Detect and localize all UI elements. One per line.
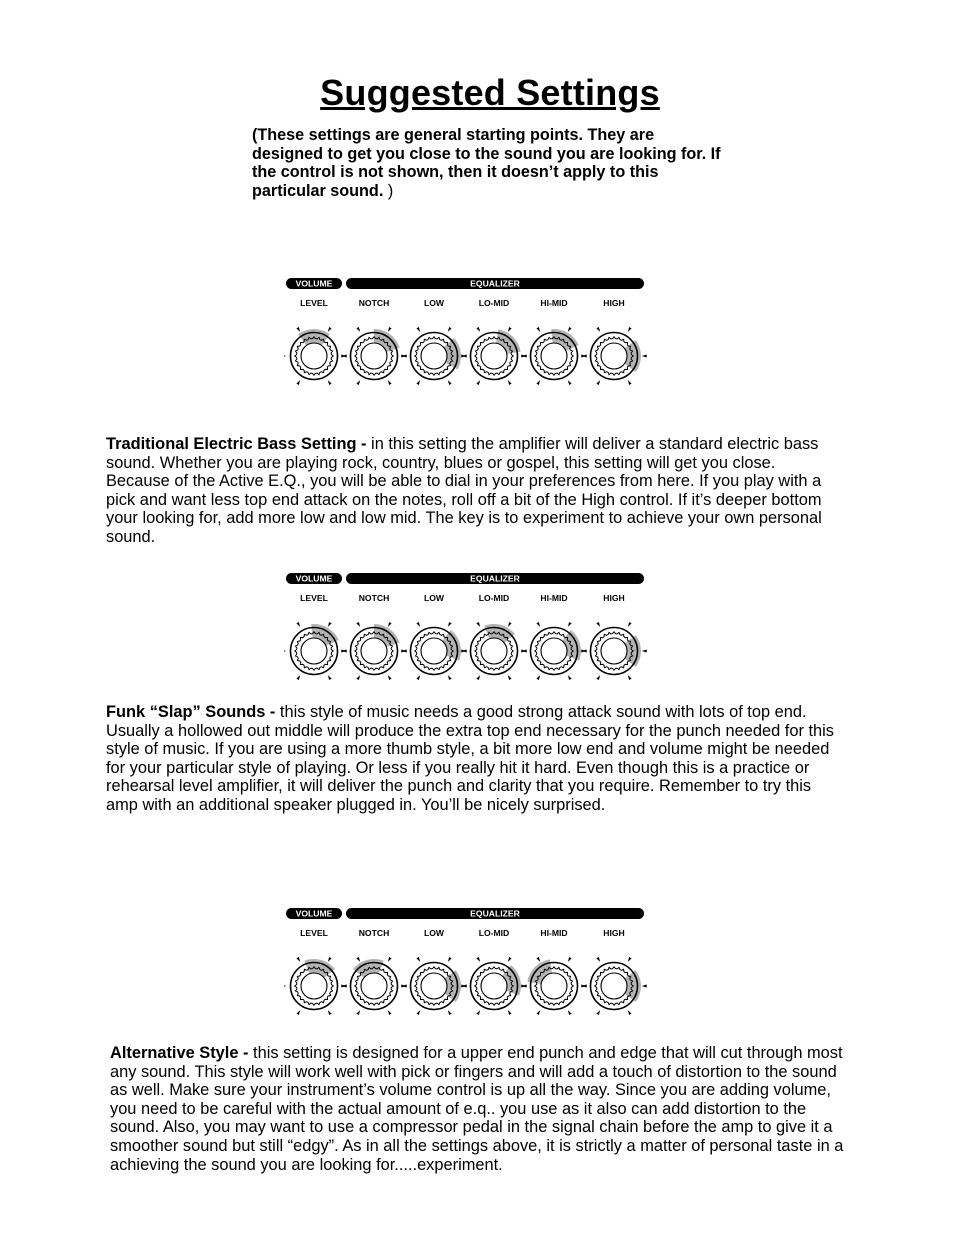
setting-traditional-name: Traditional Electric Bass Setting - [106, 435, 367, 453]
knob-scale-marker [596, 380, 600, 385]
setting-alternative [110, 1044, 850, 1174]
knob-scale-marker [448, 380, 452, 385]
knob-scale-marker [508, 380, 512, 385]
knob-scale-marker [328, 675, 332, 680]
knob-scale-marker [596, 327, 600, 332]
knob-scale-marker [416, 622, 420, 627]
knob-scale-marker [416, 327, 420, 332]
knob-scale-marker [356, 622, 360, 627]
control-panel-funk [284, 571, 664, 691]
setting-funk-name: Funk “Slap” Sounds - [106, 703, 276, 721]
knob-hi-mid [521, 928, 586, 1015]
amp-panel-graphic [284, 906, 664, 1026]
knob-cap [541, 973, 567, 999]
knob-scale-marker [568, 327, 572, 332]
knob-scale-marker [628, 327, 632, 332]
knob-scale-marker [328, 957, 332, 962]
knob-scale-marker [628, 957, 632, 962]
knob-label-hi-mid: HI-MID [540, 298, 568, 308]
knob-scale-marker [508, 675, 512, 680]
knob-label-notch: NOTCH [358, 928, 390, 938]
knob-scale-marker [448, 957, 452, 962]
knob-label-hi-mid: HI-MID [540, 593, 568, 603]
knob-level [284, 928, 347, 1015]
knob-scale-marker [536, 957, 540, 962]
knob-scale-marker [416, 1010, 420, 1015]
setting-funk [106, 703, 841, 815]
knob-scale-marker [596, 957, 600, 962]
knob-cap [481, 638, 507, 664]
knob-scale-marker [476, 327, 480, 332]
knob-scale-marker [356, 675, 360, 680]
knob-low [401, 593, 466, 680]
knob-scale-marker [284, 355, 286, 358]
knob-scale-marker [448, 622, 452, 627]
knob-scale-marker [596, 675, 600, 680]
knob-scale-marker [476, 675, 480, 680]
knob-high [581, 298, 646, 385]
knob-cap [481, 343, 507, 369]
knob-cap [361, 973, 387, 999]
knob-scale-marker [416, 380, 420, 385]
knob-cap [601, 973, 627, 999]
knob-scale-marker [328, 622, 332, 627]
knob-scale-marker [508, 1010, 512, 1015]
knob-cap [541, 638, 567, 664]
knob-scale-marker [328, 327, 332, 332]
knob-scale-marker [642, 985, 647, 988]
knob-scale-marker [388, 327, 392, 332]
knob-scale-marker [416, 675, 420, 680]
knob-scale-marker [448, 327, 452, 332]
knob-scale-marker [628, 1010, 632, 1015]
knob-scale-marker [628, 622, 632, 627]
knob-scale-marker [356, 327, 360, 332]
knob-label-low: LOW [423, 593, 445, 603]
knob-cap [421, 638, 447, 664]
knob-label-lo-mid: LO-MID [478, 298, 510, 308]
knob-cap [601, 343, 627, 369]
knob-scale-marker [296, 675, 300, 680]
knob-cap [301, 343, 327, 369]
knob-scale-marker [296, 380, 300, 385]
knob-notch [341, 928, 406, 1015]
knob-scale-marker [476, 957, 480, 962]
knob-scale-marker [356, 1010, 360, 1015]
knob-scale-marker [296, 957, 300, 962]
knob-scale-marker [284, 985, 286, 988]
knob-scale-marker [328, 1010, 332, 1015]
knob-scale-marker [296, 327, 300, 332]
knob-scale-marker [596, 1010, 600, 1015]
volume-header-label: VOLUME [295, 278, 333, 289]
setting-alternative-description: this setting is designed for a upper end punch and edge that will cut through most any sound. This style will work well with pick or fingers and will add a touch of distortion to the sound as well. Make sure your instrument’s volume control is up all the way. Since you are adding volume, you need to be careful with the actual amount of e.q.. you use as it also can add distortion to the sound. Also, you may want to use a compressor pedal in the signal chain before the amp to give it a smoother sound but still “edgy”. As in all the settings above, it is strictly a matter of personal taste in a achieving the sound you are looking for.....experiment. [110, 1044, 844, 1174]
knob-scale-marker [284, 650, 286, 653]
setting-funk-description: this style of music needs a good strong attack sound with lots of top end. Usually a hollowed out middle will produce the extra top end necessary for the punch needed for this style of music. If you are using a more thumb style, a bit more low end and volume might be needed for your particular style of playing. Or less if you really hit it hard. Even though this is a practice or rehearsal level amplifier, it will deliver the punch and clarity that you require. Remember to try this amp with an additional speaker plugged in. You’ll be nicely surprised. [106, 703, 834, 814]
knob-cap [481, 973, 507, 999]
knob-cap [301, 638, 327, 664]
setting-traditional [106, 435, 841, 547]
knob-lo-mid [461, 298, 526, 385]
knob-low [401, 928, 466, 1015]
page-title: Suggested Settings [320, 72, 660, 113]
knob-scale-marker [642, 650, 647, 653]
knob-high [581, 928, 646, 1015]
knob-cap [361, 343, 387, 369]
knob-scale-marker [356, 380, 360, 385]
knob-cap [421, 973, 447, 999]
knob-scale-marker [568, 1010, 572, 1015]
amp-panel-graphic [284, 276, 664, 396]
knob-scale-marker [388, 1010, 392, 1015]
intro-note-close: ) [383, 181, 394, 200]
equalizer-header-label: EQUALIZER [470, 278, 520, 289]
knob-scale-marker [568, 957, 572, 962]
knob-scale-marker [416, 957, 420, 962]
equalizer-header-label: EQUALIZER [470, 908, 520, 919]
knob-cap [301, 973, 327, 999]
knob-scale-marker [356, 957, 360, 962]
knob-low [401, 298, 466, 385]
knob-scale-marker [476, 622, 480, 627]
knob-scale-marker [628, 675, 632, 680]
knob-scale-marker [388, 380, 392, 385]
knob-scale-marker [296, 622, 300, 627]
setting-traditional-description: in this setting the amplifier will deliver a standard electric bass sound. Whether you are playing rock, country, blues or gospel, this setting will get you close. Because of the Active E.Q., you will be able to dial in your preferences from here. If you play with a pick and want less top end attack on the notes, roll off a bit of the High control. If it’s deeper bottom your looking for, add more low and low mid. The key is to experiment to achieve your own personal sound. [106, 435, 822, 546]
setting-alternative-name: Alternative Style - [110, 1044, 249, 1062]
knob-label-notch: NOTCH [358, 593, 390, 603]
intro-note [252, 126, 722, 200]
knob-scale-marker [628, 380, 632, 385]
knob-scale-marker [296, 1010, 300, 1015]
equalizer-header-label: EQUALIZER [470, 573, 520, 584]
knob-scale-marker [508, 957, 512, 962]
knob-scale-marker [642, 355, 647, 358]
knob-level [284, 298, 347, 385]
knob-scale-marker [388, 675, 392, 680]
control-panel-alternative [284, 906, 664, 1026]
knob-scale-marker [536, 1010, 540, 1015]
knob-label-level: LEVEL [300, 298, 328, 308]
knob-scale-marker [536, 380, 540, 385]
knob-scale-marker [536, 675, 540, 680]
knob-scale-marker [568, 622, 572, 627]
knob-notch [341, 593, 406, 680]
control-panel-traditional [284, 276, 664, 396]
knob-label-lo-mid: LO-MID [478, 593, 510, 603]
knob-scale-marker [508, 327, 512, 332]
knob-label-notch: NOTCH [358, 298, 390, 308]
knob-level [284, 593, 347, 680]
knob-scale-marker [508, 622, 512, 627]
knob-label-lo-mid: LO-MID [478, 928, 510, 938]
knob-label-low: LOW [423, 928, 445, 938]
knob-lo-mid [461, 928, 526, 1015]
knob-cap [601, 638, 627, 664]
knob-label-high: HIGH [603, 928, 625, 938]
knob-cap [421, 343, 447, 369]
intro-note-text: (These settings are general starting points. They are designed to get you close to the sound you are looking for. If the control is not shown, then it doesn’t apply to this particular sound. [252, 126, 721, 200]
knob-label-high: HIGH [603, 593, 625, 603]
knob-scale-marker [448, 1010, 452, 1015]
amp-panel-graphic [284, 571, 664, 691]
knob-label-hi-mid: HI-MID [540, 928, 568, 938]
knob-label-high: HIGH [603, 298, 625, 308]
knob-hi-mid [521, 593, 586, 680]
knob-scale-marker [388, 957, 392, 962]
knob-scale-marker [568, 675, 572, 680]
knob-scale-marker [476, 1010, 480, 1015]
knob-lo-mid [461, 593, 526, 680]
knob-label-level: LEVEL [300, 928, 328, 938]
knob-label-level: LEVEL [300, 593, 328, 603]
volume-header-label: VOLUME [295, 908, 333, 919]
knob-label-low: LOW [423, 298, 445, 308]
knob-scale-marker [536, 622, 540, 627]
knob-scale-marker [448, 675, 452, 680]
knob-scale-marker [596, 622, 600, 627]
knob-high [581, 593, 646, 680]
volume-header-label: VOLUME [295, 573, 333, 584]
knob-notch [341, 298, 406, 385]
knob-scale-marker [476, 380, 480, 385]
knob-scale-marker [388, 622, 392, 627]
knob-scale-marker [568, 380, 572, 385]
knob-cap [361, 638, 387, 664]
knob-cap [541, 343, 567, 369]
knob-hi-mid [521, 298, 586, 385]
knob-scale-marker [328, 380, 332, 385]
knob-scale-marker [536, 327, 540, 332]
